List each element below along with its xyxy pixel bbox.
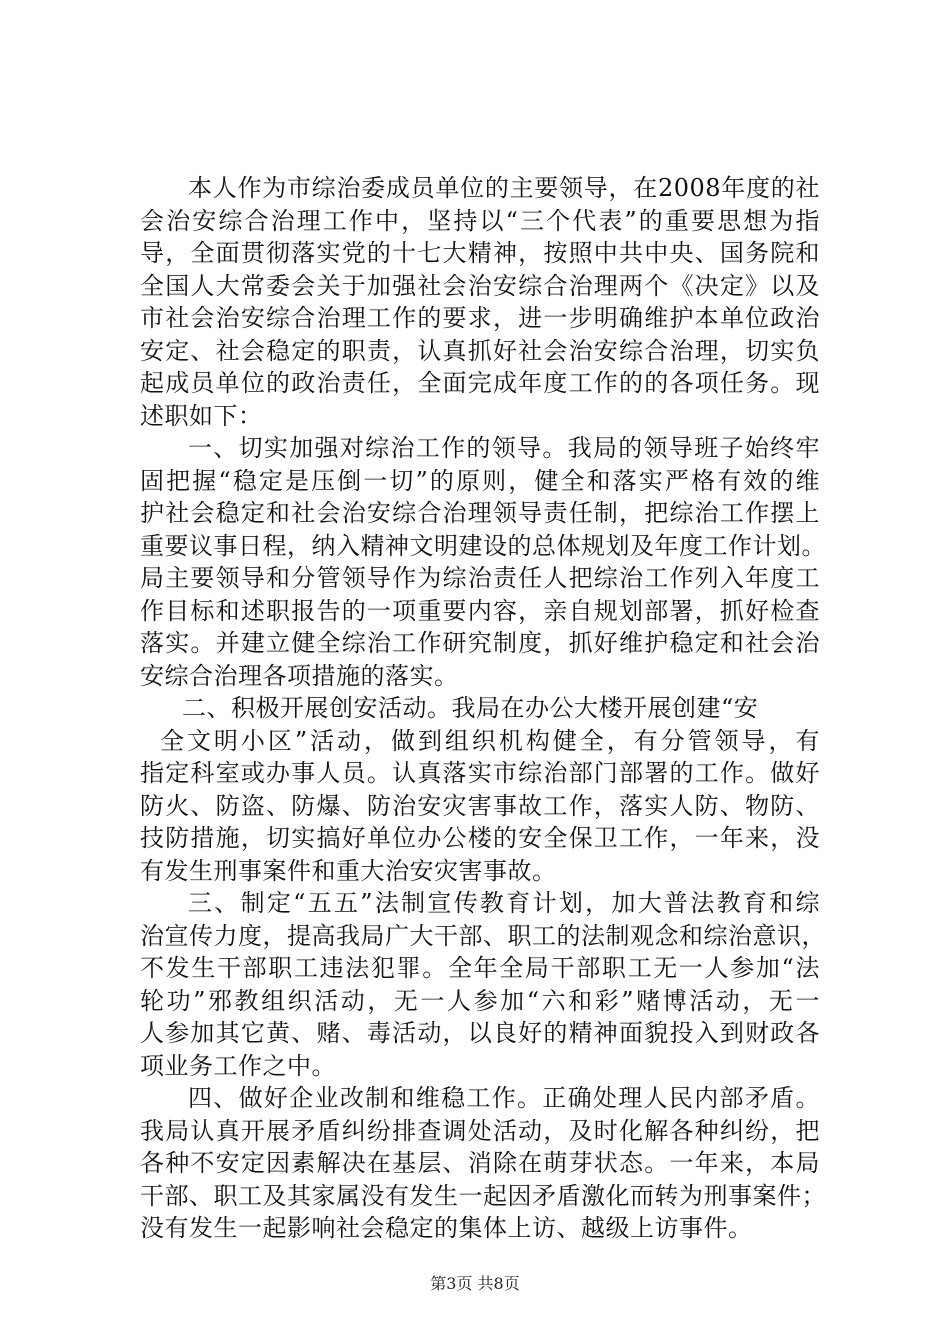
- text-line: 一、切实加强对综治工作的领导。我局的领导班子始终牢: [188, 434, 820, 462]
- text-line: 会治安综合治理工作中，坚持以“三个代表”的重要思想为指: [140, 206, 820, 235]
- text-line: 三、制定“五五”法制宣传教育计划，加大普法教育和综: [188, 889, 820, 917]
- text-line: 不发生干部职工违法犯罪。全年全局干部职工无一人参加“法: [140, 954, 820, 982]
- text-line: 导，全面贯彻落实党的十七大精神，按照中共中央、国务院和: [140, 239, 820, 267]
- text-line: 市社会治安综合治理工作的要求，进一步明确维护本单位政治: [140, 304, 820, 332]
- text-line: 护社会稳定和社会治安综合治理领导责任制，把综治工作摆上: [140, 499, 820, 527]
- text-line: 技防措施，切实搞好单位办公楼的安全保卫工作，一年来，没: [140, 824, 820, 852]
- page-number-footer: 第3页 共8页: [430, 1274, 520, 1293]
- text-line: 我局认真开展矛盾纠纷排查调处活动，及时化解各种纠纷，把: [140, 1116, 820, 1145]
- text-line: 项业务工作之中。: [140, 1051, 336, 1080]
- text-line: 重要议事日程，纳入精神文明建设的总体规划及年度工作计划。: [140, 531, 826, 560]
- text-line: 述职如下：: [140, 401, 263, 430]
- text-line: 四、做好企业改制和维稳工作。正确处理人民内部矛盾。: [188, 1084, 820, 1112]
- text-line: 人参加其它黄、赌、毒活动，以良好的精神面貌投入到财政各: [140, 1019, 820, 1047]
- text-line: 固把握“稳定是压倒一切”的原则，健全和落实严格有效的维: [140, 466, 820, 495]
- text-line: 干部、职工及其家属没有发生一起因矛盾激化而转为刑事案件；: [140, 1181, 826, 1210]
- text-line: 全文明小区”活动，做到组织机构健全，有分管领导，有: [160, 726, 820, 755]
- text-line: 指定科室或办事人员。认真落实市综治部门部署的工作。做好: [140, 759, 820, 787]
- text-line: 起成员单位的政治责任，全面完成年度工作的的各项任务。现: [140, 369, 820, 397]
- text-line: 本人作为市综治委成员单位的主要领导，在2008年度的社: [188, 174, 820, 202]
- text-line: 全国人大常委会关于加强社会治安综合治理两个《决定》以及: [140, 271, 820, 300]
- document-body: [140, 172, 826, 1245]
- text-line: 没有发生一起影响社会稳定的集体上访、越级上访事件。: [140, 1214, 753, 1242]
- text-line: 防火、防盗、防爆、防治安灾害事故工作，落实人防、物防、: [140, 791, 820, 820]
- text-line: 安定、社会稳定的职责，认真抓好社会治安综合治理，切实负: [140, 336, 820, 365]
- text-line: 治宣传力度，提高我局广大干部、职工的法制观念和综治意识，: [140, 921, 826, 950]
- text-line: 轮功”邪教组织活动，无一人参加“六和彩”赌博活动，无一: [140, 986, 820, 1015]
- text-line: 落实。并建立健全综治工作研究制度，抓好维护稳定和社会治: [140, 629, 820, 657]
- text-line: 安综合治理各项措施的落实。: [140, 661, 459, 690]
- text-line: 二、积极开展创安活动。我局在办公大楼开展创建“安: [182, 694, 759, 722]
- text-line: 局主要领导和分管领导作为综治责任人把综治工作列入年度工: [140, 564, 820, 592]
- text-line: 各种不安定因素解决在基层、消除在萌芽状态。一年来，本局: [140, 1149, 820, 1177]
- text-line: 有发生刑事案件和重大治安灾害事故。: [140, 856, 557, 885]
- text-line: 作目标和述职报告的一项重要内容，亲自规划部署，抓好检查: [140, 596, 820, 625]
